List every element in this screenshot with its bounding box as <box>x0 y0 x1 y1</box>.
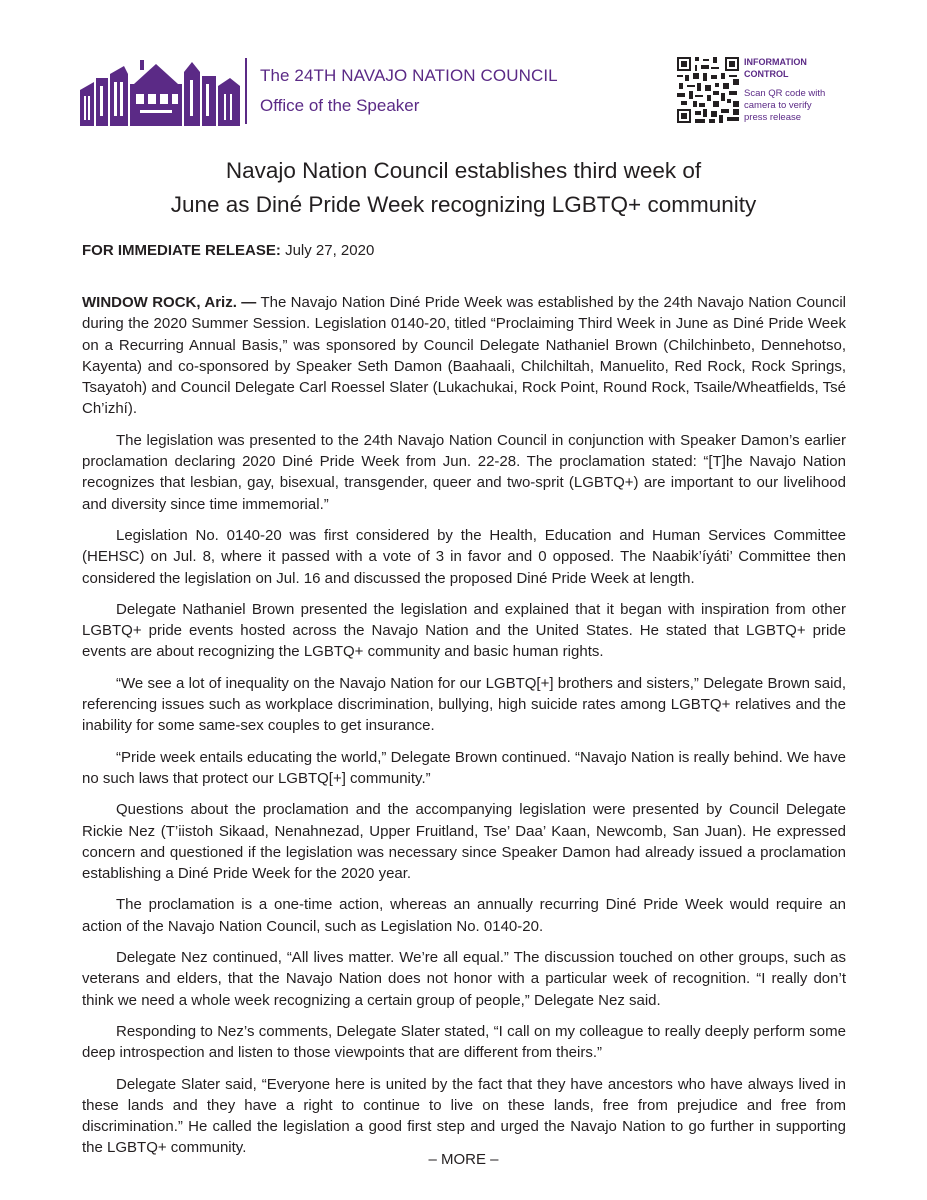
paragraph: The legislation was presented to the 24th Navajo Nation Council in conjunction with Speaker Damon’s earlier proclamation declaring 2020 Diné Pride Week from Jun. 22-28. The proclamation stated: “[T]he Navajo Nation recognizes that lesbian, gay, bisexual, transgender, queer and two-sprit (LGBTQ+) are important to our livelihood and diversity since time immemorial.” <box>82 431 846 513</box>
qr-caption-line1: Scan QR code with <box>744 88 826 99</box>
qr-title-line1: INFORMATION <box>744 57 807 67</box>
paragraph: Delegate Nathaniel Brown presented the legislation and explained that it began with inspiration from other LGBTQ+ pride events hosted across the Navajo Nation and the United States. He stated that LGBTQ+ pride events are about recognizing the LGBTQ+ community and basic human rights. <box>82 600 846 661</box>
paragraph: The proclamation is a one-time action, whereas an annually recurring Diné Pride Week would require an action of the Navajo Nation Council, such as Legislation No. 0140-20. <box>82 896 846 935</box>
qr-code <box>677 57 739 123</box>
qr-caption-line3: press release <box>744 112 802 123</box>
paragraph: Questions about the proclamation and the accompanying legislation were presented by Council Delegate Rickie Nez (T’iistoh Sikaad, Nenahnezad, Upper Fruitland, Tse’ Daa’ Kaan, Newcomb, San Juan). He expressed concern and questioned if the legislation was necessary since Speaker Damon had already issued a proclamation establishing a Diné Pride Week for the 2020 year. <box>82 801 846 883</box>
qr-title-line2: CONTROL <box>744 69 789 79</box>
qr-caption-line2: camera to verify <box>744 100 812 111</box>
dateline: WINDOW ROCK, Ariz. — <box>82 294 257 311</box>
office-name: Office of the Speaker <box>260 96 420 115</box>
release-label: FOR IMMEDIATE RELEASE: <box>82 242 281 259</box>
release-line <box>82 242 374 259</box>
paragraph: WINDOW ROCK, Ariz. — The Navajo Nation Diné Pride Week was established by the 24th Navajo Nation Council during the 2020 Summer Session. Legislation 0140-20, titled “Proclaiming Third Week in June as Diné Pride Week on a Recurring Annual Basis,” was sponsored by Council Delegate Nathaniel Brown (Chilchinbeto, Dennehotso, Kayenta) and co-sponsored by Speaker Seth Damon (Baahaali, Chilchiltah, Manuelito, Red Rock, Rock Springs, Tsayatoh) and Council Delegate Carl Roessel Slater (Lukachukai, Rock Point, Round Rock, Tsaile/Wheatfields, Tsé Ch’izhí). <box>82 294 846 418</box>
paragraph: “We see a lot of inequality on the Navajo Nation for our LGBTQ[+] brothers and sisters,” Delegate Brown said, referencing issues such as workplace discrimination, bullying, high suicide rates among LGBTQ+ relatives and the inability for some same-sex couples to get insurance. <box>82 674 846 735</box>
release-date: July 27, 2020 <box>285 242 375 259</box>
more-indicator: – MORE – <box>428 1151 499 1168</box>
paragraph: “Pride week entails educating the world,” Delegate Brown continued. “Navajo Nation is really behind. We have no such laws that protect our LGBTQ[+] community.” <box>82 748 846 787</box>
header-divider <box>245 58 247 124</box>
council-building-logo <box>80 56 240 128</box>
council-name: The 24TH NAVAJO NATION COUNCIL <box>260 66 558 85</box>
paragraph: Delegate Slater said, “Everyone here is united by the fact that they have ancestors who have always lived in these lands and they have a right to continue to live on these lands, free from prejudice and free from discrimination.” He called the legislation a good first step and urged the Navajo Nation to go further in supporting the LGBTQ+ community. <box>82 1075 846 1157</box>
paragraph: Delegate Nez continued, “All lives matter. We’re all equal.” The discussion touched on other groups, such as veterans and elders, that the Navajo Nation does not honor with a particular week of recognition. “I really don’t think we need a whole week recognizing a certain group of people,” Delegate Nez said. <box>82 949 846 1009</box>
paragraph: Responding to Nez’s comments, Delegate Slater stated, “I call on my colleague to really deeply perform some deep introspection and listen to those viewpoints that are different from theirs.” <box>82 1022 846 1062</box>
paragraph: Legislation No. 0140-20 was first considered by the Health, Education and Human Services Committee (HEHSC) on Jul. 8, where it passed with a vote of 3 in favor and 0 opposed. The Naabik’íyáti’ Committee then considered the legislation on Jul. 16 and discussed the proposed Diné Pride Week at length. <box>82 526 846 587</box>
headline-line1: Navajo Nation Council establishes third week of <box>225 158 702 183</box>
article-body <box>82 292 846 1169</box>
headline-line2: June as Diné Pride Week recognizing LGBTQ+ community <box>170 192 757 217</box>
